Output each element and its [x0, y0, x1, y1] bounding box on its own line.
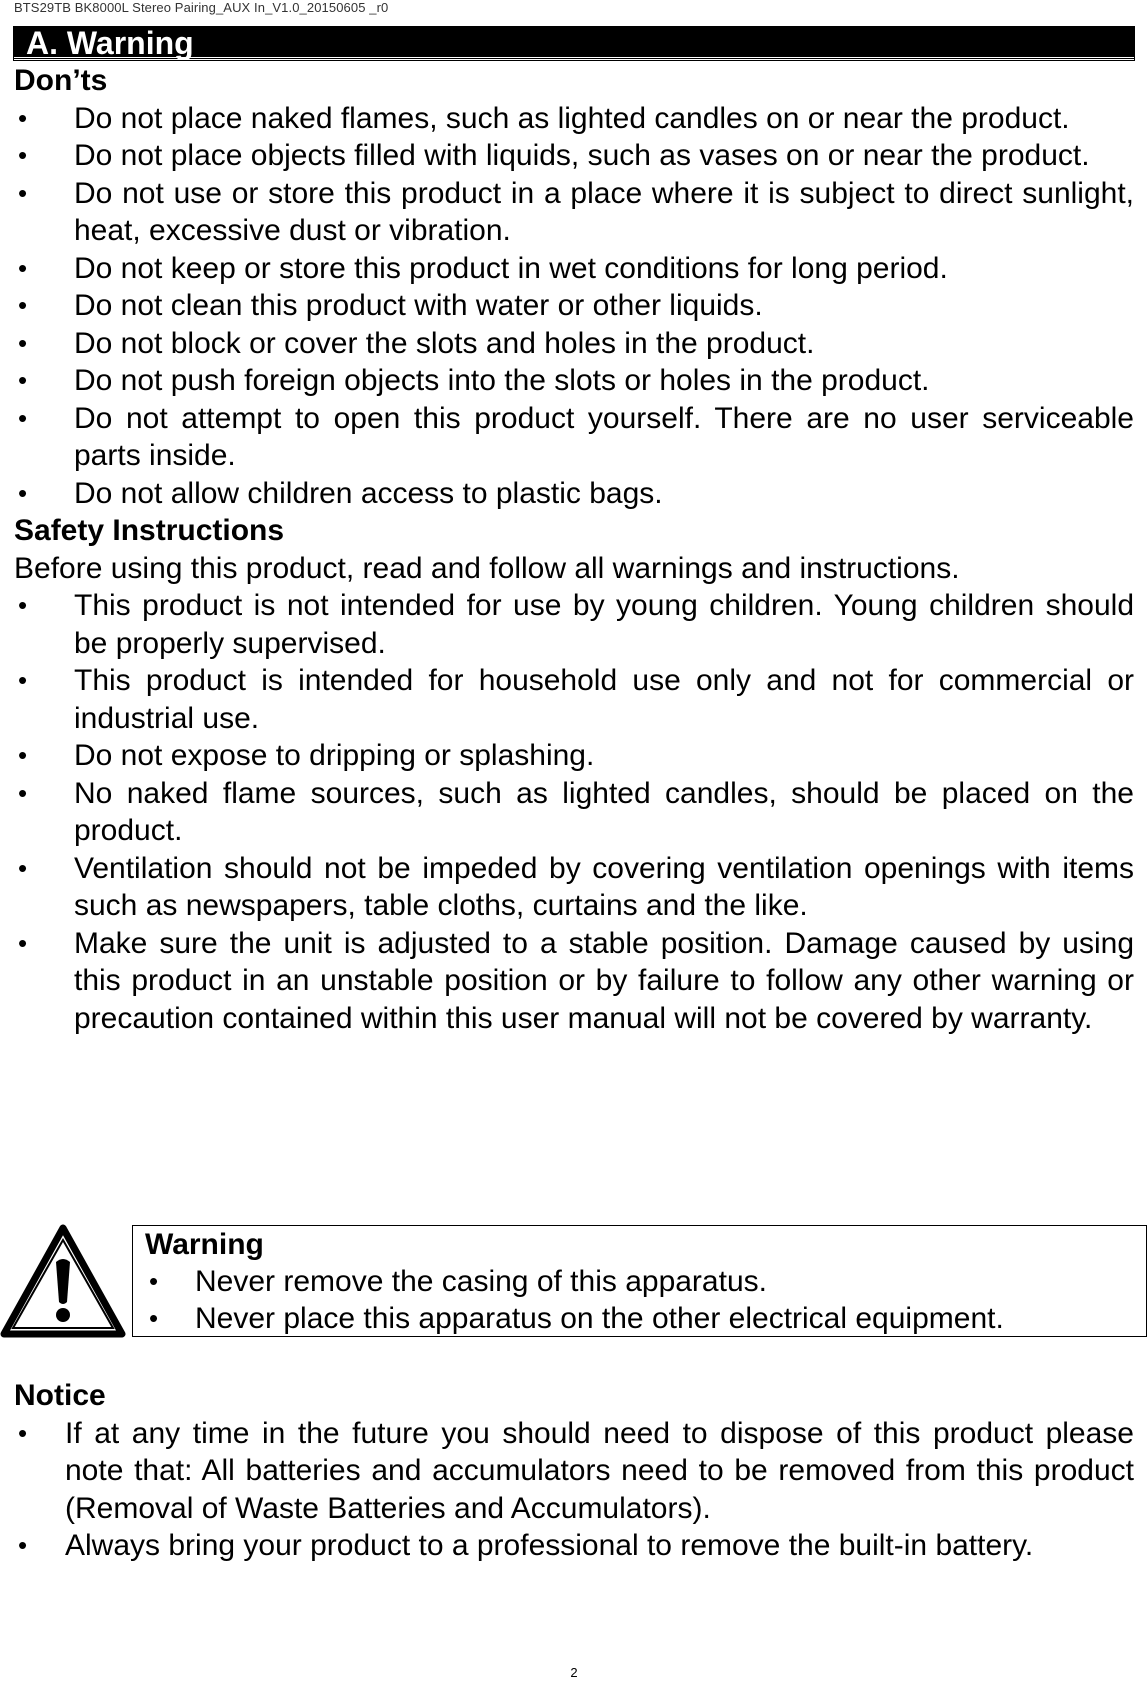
- safety-intro: Before using this product, read and follow all warnings and instructions.: [14, 551, 960, 585]
- list-item: • If at any time in the future you should need to dispose of this product please note that: All batteries and accumulators need to be removed from this product (Removal of Waste Batteries and Accumulators).: [18, 1416, 1134, 1525]
- list-item: • Do not place objects filled with liquids, such as vases on or near the product.: [14, 137, 1134, 175]
- list-item: • Always bring your product to a professional to remove the built-in battery.: [14, 1527, 1134, 1565]
- list-item: • Do not attempt to open this product yourself. There are no user serviceable parts inside.: [18, 401, 1134, 472]
- donts-list: [14, 100, 1134, 513]
- bullet-icon: •: [18, 102, 28, 133]
- list-item: • This product is not intended for use by young children. Young children should be properly supervised.: [18, 589, 1134, 660]
- main-content: [14, 62, 1134, 1037]
- list-item: • Never remove the casing of this apparatus.: [149, 1265, 767, 1298]
- list-item: • Do not block or cover the slots and holes in the product.: [14, 325, 1134, 363]
- safety-heading: Safety Instructions: [14, 514, 285, 547]
- bullet-icon: •: [18, 1417, 28, 1448]
- list-item: • Never place this apparatus on the other electrical equipment.: [149, 1302, 1004, 1335]
- list-item: • Do not clean this product with water or other liquids.: [14, 287, 1134, 325]
- bullet-icon: •: [18, 740, 28, 770]
- bullet-icon: •: [18, 590, 28, 620]
- list-item: • Do not use or store this product in a place where it is subject to direct sunlight, heat, excessive dust or vibration.: [18, 176, 1134, 247]
- bullet-icon: •: [18, 290, 28, 320]
- notice-section: [14, 1377, 1134, 1565]
- notice-list: [14, 1415, 1134, 1565]
- list-item: • Do not push foreign objects into the slots or holes in the product.: [14, 362, 1134, 400]
- list-item: • This product is intended for household use only and not for commercial or industrial use.: [18, 664, 1134, 735]
- list-item: • Ventilation should not be impeded by covering ventilation openings with items such as newspapers, table cloths, curtains and the like.: [18, 851, 1134, 922]
- bullet-icon: •: [18, 402, 28, 433]
- list-item: • Do not keep or store this product in wet conditions for long period.: [14, 250, 1134, 288]
- safety-list: [14, 587, 1134, 1037]
- bullet-icon: •: [18, 177, 28, 208]
- document-header: BTS29TB BK8000L Stereo Pairing_AUX In_V1.0_20150605 _r0: [14, 0, 389, 15]
- donts-heading: Don’ts: [14, 64, 108, 97]
- bullet-icon: •: [18, 852, 28, 883]
- bullet-icon: •: [18, 1530, 28, 1560]
- bullet-icon: •: [18, 327, 28, 358]
- bullet-icon: •: [149, 1266, 159, 1296]
- bullet-icon: •: [149, 1303, 159, 1333]
- bullet-icon: •: [18, 477, 28, 508]
- bullet-icon: •: [18, 777, 28, 808]
- bullet-icon: •: [18, 665, 28, 695]
- bullet-icon: •: [18, 365, 28, 395]
- warning-triangle-icon: [0, 1222, 126, 1340]
- warning-box-list: [145, 1263, 1146, 1337]
- list-item: • Make sure the unit is adjusted to a stable position. Damage caused by using this product in an unstable position or by failure to follow any other warning or precaution contained within this user manual will not be covered by warranty.: [18, 926, 1134, 1035]
- section-title-bar: A. Warning: [14, 27, 1134, 60]
- list-item: • Do not allow children access to plastic bags.: [14, 475, 1134, 513]
- page-number: 2: [570, 1665, 578, 1680]
- warning-box-title: Warning: [145, 1228, 264, 1261]
- list-item: • No naked flame sources, such as lighted candles, should be placed on the product.: [18, 776, 1134, 847]
- notice-heading: Notice: [14, 1379, 106, 1412]
- list-item: • Do not place naked flames, such as lighted candles on or near the product.: [14, 100, 1134, 138]
- bullet-icon: •: [18, 927, 28, 958]
- bullet-icon: •: [18, 252, 28, 283]
- list-item: • Do not expose to dripping or splashing.: [14, 737, 1134, 775]
- warning-callout: [0, 1222, 1148, 1352]
- bullet-icon: •: [18, 140, 28, 170]
- warning-box: [132, 1225, 1147, 1337]
